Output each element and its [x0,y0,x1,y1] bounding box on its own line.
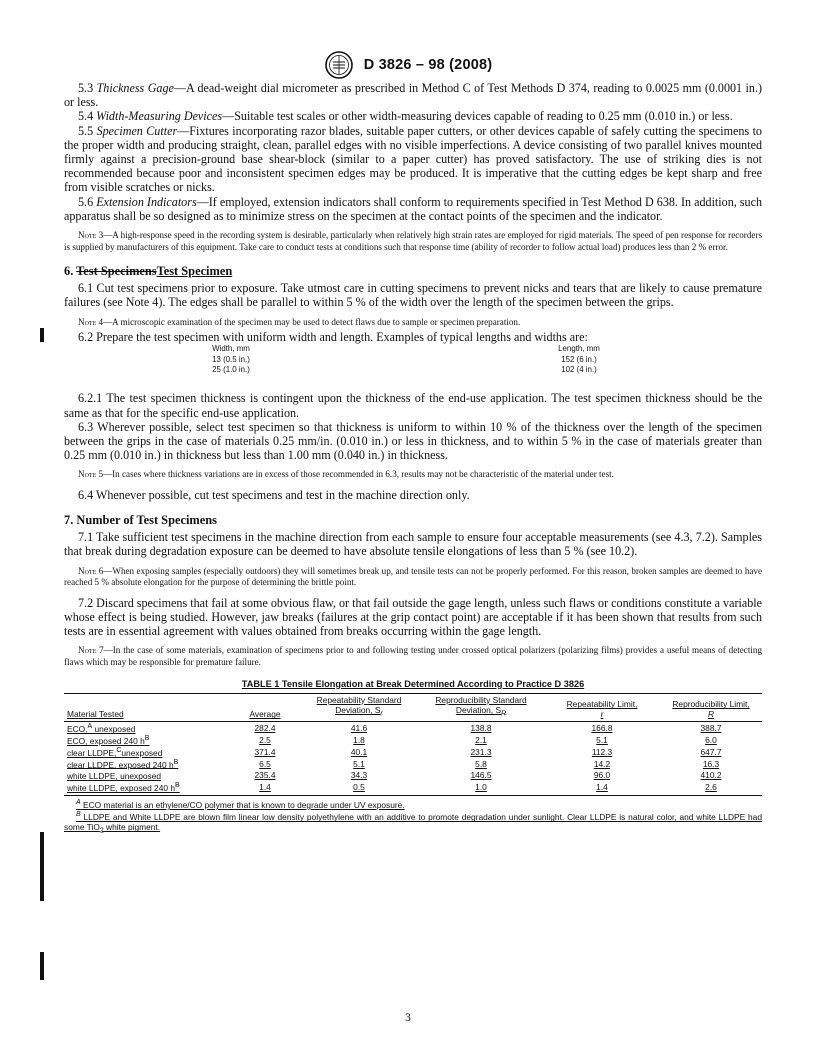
width-header: Width, mm [212,344,250,354]
section-6-4: 6.4 Whenever possible, cut test specimens and test in the machine direction only. [78,488,470,503]
col-material: Material Tested [64,693,230,722]
table-row [64,781,762,795]
col-average: Average [230,693,300,722]
table-footnote-b: $^B$ LLDPE and White LLDPE are blown film linear low density polyethylene with an additive to promote degradation under sunlight. Clear LLDPE is natural color, and white LLDPE had some TiO$_2$ white pigment. [64,811,762,836]
cell-rep-sd: 5.1 [353,758,365,769]
note-5: Note 5—In cases where thickness variations are in excess of those recommended in 6.3, results may not be characteristic of the material under test. [78,469,614,480]
section-6-3: 6.3 Wherever possible, select test specimen so that thickness is uniform to within 10 % of the thickness over the length of the specimen between the grips in the case of materials 0.25 mm/in. (0.010 in.) or less in thickness, and to within 5 % in the case of materials greater than 0.25 mm (0.010 in.) in thickness but less than 1.00 mm (0.040 in.) in thickness. [64,419,762,463]
length-header: Length, mm [558,344,600,354]
cell-repro-sd: 5.8 [475,758,487,769]
section-5-4: 5.4 Width-Measuring Devices—Suitable test scales or other width-measuring devices capable of reading to 0.25 mm (0.010 in.) or less. [78,109,733,124]
col-repeatability-sd: Repeatability Standard Deviation, $S_r$ [300,693,418,722]
revision-bar [40,832,44,901]
cell-rep-limit: 112.3 [591,746,613,757]
note-3: Note 3—A high-response speed in the recording system is desirable, particularly when relatively high strain rates are employed for rigid materials. The speed of pen response for recorders is supplied by manufacturers of this equipment. Take care to conduct tests at conditions such that response time (ability of recorder to follow actual load) produces less than 2 % error. [64,230,762,252]
cell-repro-limit: 6.0 [705,734,717,745]
cell-material: clear LLDPE,$^C$unexposed [67,746,163,758]
note-4: Note 4—A microscopic examination of the specimen may be used to detect flaws due to sample or specimen preparation. [78,316,521,327]
table-1 [64,693,762,796]
cell-average: 235.4 [254,770,276,781]
table-row [64,758,762,770]
cell-rep-limit: 96.0 [593,770,611,781]
cell-repro-sd: 2.1 [475,734,487,745]
main-content [64,81,762,838]
width-value: 13 (0.5 in.) [212,354,250,364]
cell-repro-sd: 231.3 [470,746,492,757]
revision-bar [40,952,44,980]
cell-repro-limit: 388.7 [700,723,722,734]
cell-repro-sd: 138.8 [470,723,492,734]
specimen-dimensions-table [64,344,762,380]
table-footnote-a: $^A$ ECO material is an ethylene/CO polymer that is known to degrade under UV exposure. [76,799,405,810]
document-designation: D 3826 – 98 (2008) [363,57,493,73]
table-row [64,746,762,758]
col-repeatability-limit: Repeatability Limit, r [544,693,660,722]
cell-average: 282.4 [254,723,276,734]
cell-average: 371.4 [254,746,276,757]
cell-rep-sd: 40.1 [350,746,368,757]
section-7-1: 7.1 Take sufficient test specimens in the machine direction from each sample to ensure four acceptable measurements (see 4.3, 7.2). Samples that break during degradation exposure can be deemed to have absolute tensile elongations of less than 5 % (see 10.2). [64,530,762,559]
col-reproducibility-sd: Reproducibility Standard Deviation, $S_R$ [418,693,544,722]
cell-rep-sd: 41.6 [350,723,368,734]
section-5-3: 5.3 Thickness Gage—A dead-weight dial micrometer as prescribed in Method C of Test Methods D 374, reading to 0.0025 mm (0.0001 in.) or less. [64,81,762,110]
width-value: 25 (1.0 in.) [212,365,250,375]
cell-average: 2.5 [259,734,271,745]
cell-repro-limit: 647.7 [700,746,722,757]
cell-rep-sd: 0.5 [300,781,418,795]
length-value: 102 (4 in.) [561,365,597,375]
cell-rep-limit: 14.2 [593,758,611,769]
cell-average: 1.4 [230,781,300,795]
table-header-row [64,693,762,722]
cell-material: clear LLDPE, exposed 240 $h^B$ [67,758,179,770]
section-5-5: 5.5 Specimen Cutter—Fixtures incorporating razor blades, suitable paper cutters, or other devices capable of safely cutting the specimens to the proper width and producing straight, clean, parallel edges with no visible imperfections. A device consisting of two parallel knives mounted firmly against a precision-ground base shear-block (similar to a paper cutter) has proved satisfactory. The use of striking dies is not recommended because poor and inconsistent specimen edges may be produced. It is imperative that the cutting edges be kept sharp and free from visible scratches or nicks. [64,123,762,195]
table-1-title: TABLE 1 Tensile Elongation at Break Determined According to Practice D 3826 [241,678,585,689]
section-6-2: 6.2 Prepare the test specimen with uniform width and length. Examples of typical lengths and widths are: [78,330,588,345]
cell-repro-limit: 410.2 [700,770,722,781]
note-7: Note 7—In the case of some materials, examination of specimens prior to and following testing under crossed optical polarizers (polarizing films) provides a useful means of detecting flaws which may be responsible for premature failure. [64,645,762,668]
cell-rep-sd: 34.3 [350,770,368,781]
cell-rep-limit: 1.4 [544,781,660,795]
note-6: Note 6—When exposing samples (especially outdoors) they will sometimes break up, and tensile tests can not be properly performed. For this reason, broken samples are deemed to have reached 5 % absolute elongation for the purpose of determining the brittle point. [64,565,762,588]
section-6-1: 6.1 Cut test specimens prior to exposure. Take utmost care in cutting specimens to prevent nicks and tears that are likely to cause premature failures (see Note 4). The edges shall be parallel to within 5 % of the width over the length of the specimen between the grips. [64,281,762,310]
cell-material: white LLDPE, unexposed [67,771,162,782]
cell-repro-limit: 16.3 [702,758,720,769]
revision-bar [40,328,44,342]
section-5-6: 5.6 Extension Indicators—If employed, extension indicators shall conform to requirements specified in Test Method D 638. In addition, such apparatus shall be so designed as to minimize stress on the specimen at the contact points of the specimen and the indicator. [64,194,762,223]
table-row [64,769,762,781]
col-reproducibility-limit: Reproducibility Limit, R [660,693,762,722]
table-row [64,734,762,746]
section-6-heading: 6. Test SpecimensTest Specimen [64,264,233,279]
section-7-heading: 7. Number of Test Specimens [64,513,217,528]
table-row [64,722,762,734]
cell-material: white LLDPE, exposed 240 $h^B$ [64,781,230,795]
page-header [0,50,816,80]
cell-repro-sd: 146.5 [470,770,492,781]
cell-material: ECO, exposed 240 $h^B$ [67,735,150,746]
cell-rep-limit: 166.8 [591,723,613,734]
section-6-2-1: 6.2.1 The test specimen thickness is contingent upon the thickness of the end-use application. The test specimen thickness should be the same as that for the specific end-use application. [64,391,762,420]
cell-average: 6.5 [259,758,271,769]
section-7-2: 7.2 Discard specimens that fail at some obvious flaw, or that fail outside the gage length, unless such flaws or conditions constitute a variable whose effect is being studied. However, jaw breaks (failures at the grip contact point) are acceptable if it has been shown that results from such tests are in essential agreement with values obtained from breaks occurring within the gage length. [64,595,762,639]
astm-logo-icon [324,50,354,80]
cell-repro-limit: 2.6 [660,781,762,795]
cell-repro-sd: 1.0 [418,781,544,795]
page-number: 3 [405,1012,411,1024]
cell-rep-sd: 1.8 [353,734,365,745]
cell-rep-limit: 5.1 [596,734,608,745]
cell-material: ECO,$^A$ unexposed [67,723,136,735]
length-value: 152 (6 in.) [561,354,597,364]
